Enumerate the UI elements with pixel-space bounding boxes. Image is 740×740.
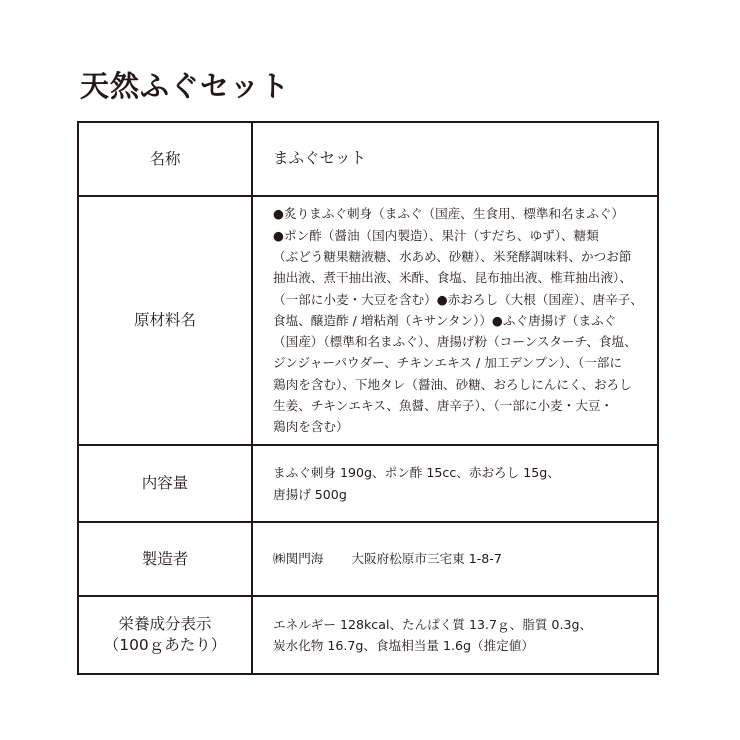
name-label: 名称 <box>78 122 252 196</box>
table-row-capacity <box>78 445 658 522</box>
manufacturer-value <box>252 522 658 596</box>
ingredients-line: ジンジャーパウダー、チキンエキス / 加工デンプン）、（一部に <box>273 355 622 371</box>
ingredients-line: 鶏肉を含む） <box>273 419 349 435</box>
capacity-label: 内容量 <box>78 445 252 522</box>
nutrition-label-line: （100ｇあたり） <box>103 636 227 654</box>
product-spec-table <box>77 121 659 675</box>
ingredients-line: 生姜、チキンエキス、魚醤、唐辛子）、（一部に小麦・大豆・ <box>273 398 614 414</box>
ingredients-line: （ぶどう糖果糖液糖、水あめ、砂糖）、米発酵調味料、かつお節 <box>273 248 632 264</box>
table-row-ingredients <box>78 196 658 445</box>
manufacturer-address: 大阪府松原市三宅東 1-8-7 <box>351 551 502 567</box>
capacity-line: 唐揚げ 500g <box>273 486 347 502</box>
manufacturer-company: ㈱関門海 <box>273 551 324 567</box>
ingredients-value <box>252 196 658 445</box>
nutrition-line: エネルギー 128kcal、たんぱく質 13.7ｇ、脂質 0.3g、 <box>273 616 593 632</box>
table-row-name <box>78 122 658 196</box>
capacity-line: まふぐ刺身 190g、ポン酢 15cc、赤おろし 15g、 <box>273 465 560 481</box>
capacity-value <box>252 445 658 522</box>
nutrition-line: 炭水化物 16.7g、食塩相当量 1.6g（推定値） <box>273 638 534 653</box>
nutrition-label <box>78 596 252 674</box>
table-row-manufacturer <box>78 522 658 596</box>
ingredients-line: ●炙りまふぐ刺身（まふぐ（国産、生食用、標準和名まふぐ） <box>273 206 625 222</box>
ingredients-line: （一部に小麦・大豆を含む）●赤おろし（大根（国産）、唐辛子、 <box>273 291 643 307</box>
manufacturer-label: 製造者 <box>78 522 252 596</box>
nutrition-value <box>252 596 658 674</box>
page-title: 天然ふぐセット <box>80 69 291 103</box>
nutrition-label-line: 栄養成分表示 <box>118 615 212 633</box>
table-row-nutrition <box>78 596 658 674</box>
ingredients-line: （国産）（標準和名まふぐ）、唐揚げ粉（コーンスターチ、食塩、 <box>273 334 637 350</box>
ingredients-line: ●ポン酢（醤油（国内製造）、果汁（すだち、ゆず）、糖類 <box>273 227 599 243</box>
name-value: まふぐセット <box>252 122 658 196</box>
ingredients-line: 鶏肉を含む）、下地タレ（醤油、砂糖、おろしにんにく、おろし <box>273 376 632 392</box>
ingredients-line: 食塩、醸造酢 / 増粘剤（キサンタン））●ふぐ唐揚げ（まふぐ <box>273 312 617 328</box>
ingredients-line: 抽出液、煮干抽出液、米酢、食塩、昆布抽出液、椎茸抽出液）、 <box>273 270 632 286</box>
ingredients-label: 原材料名 <box>78 196 252 445</box>
